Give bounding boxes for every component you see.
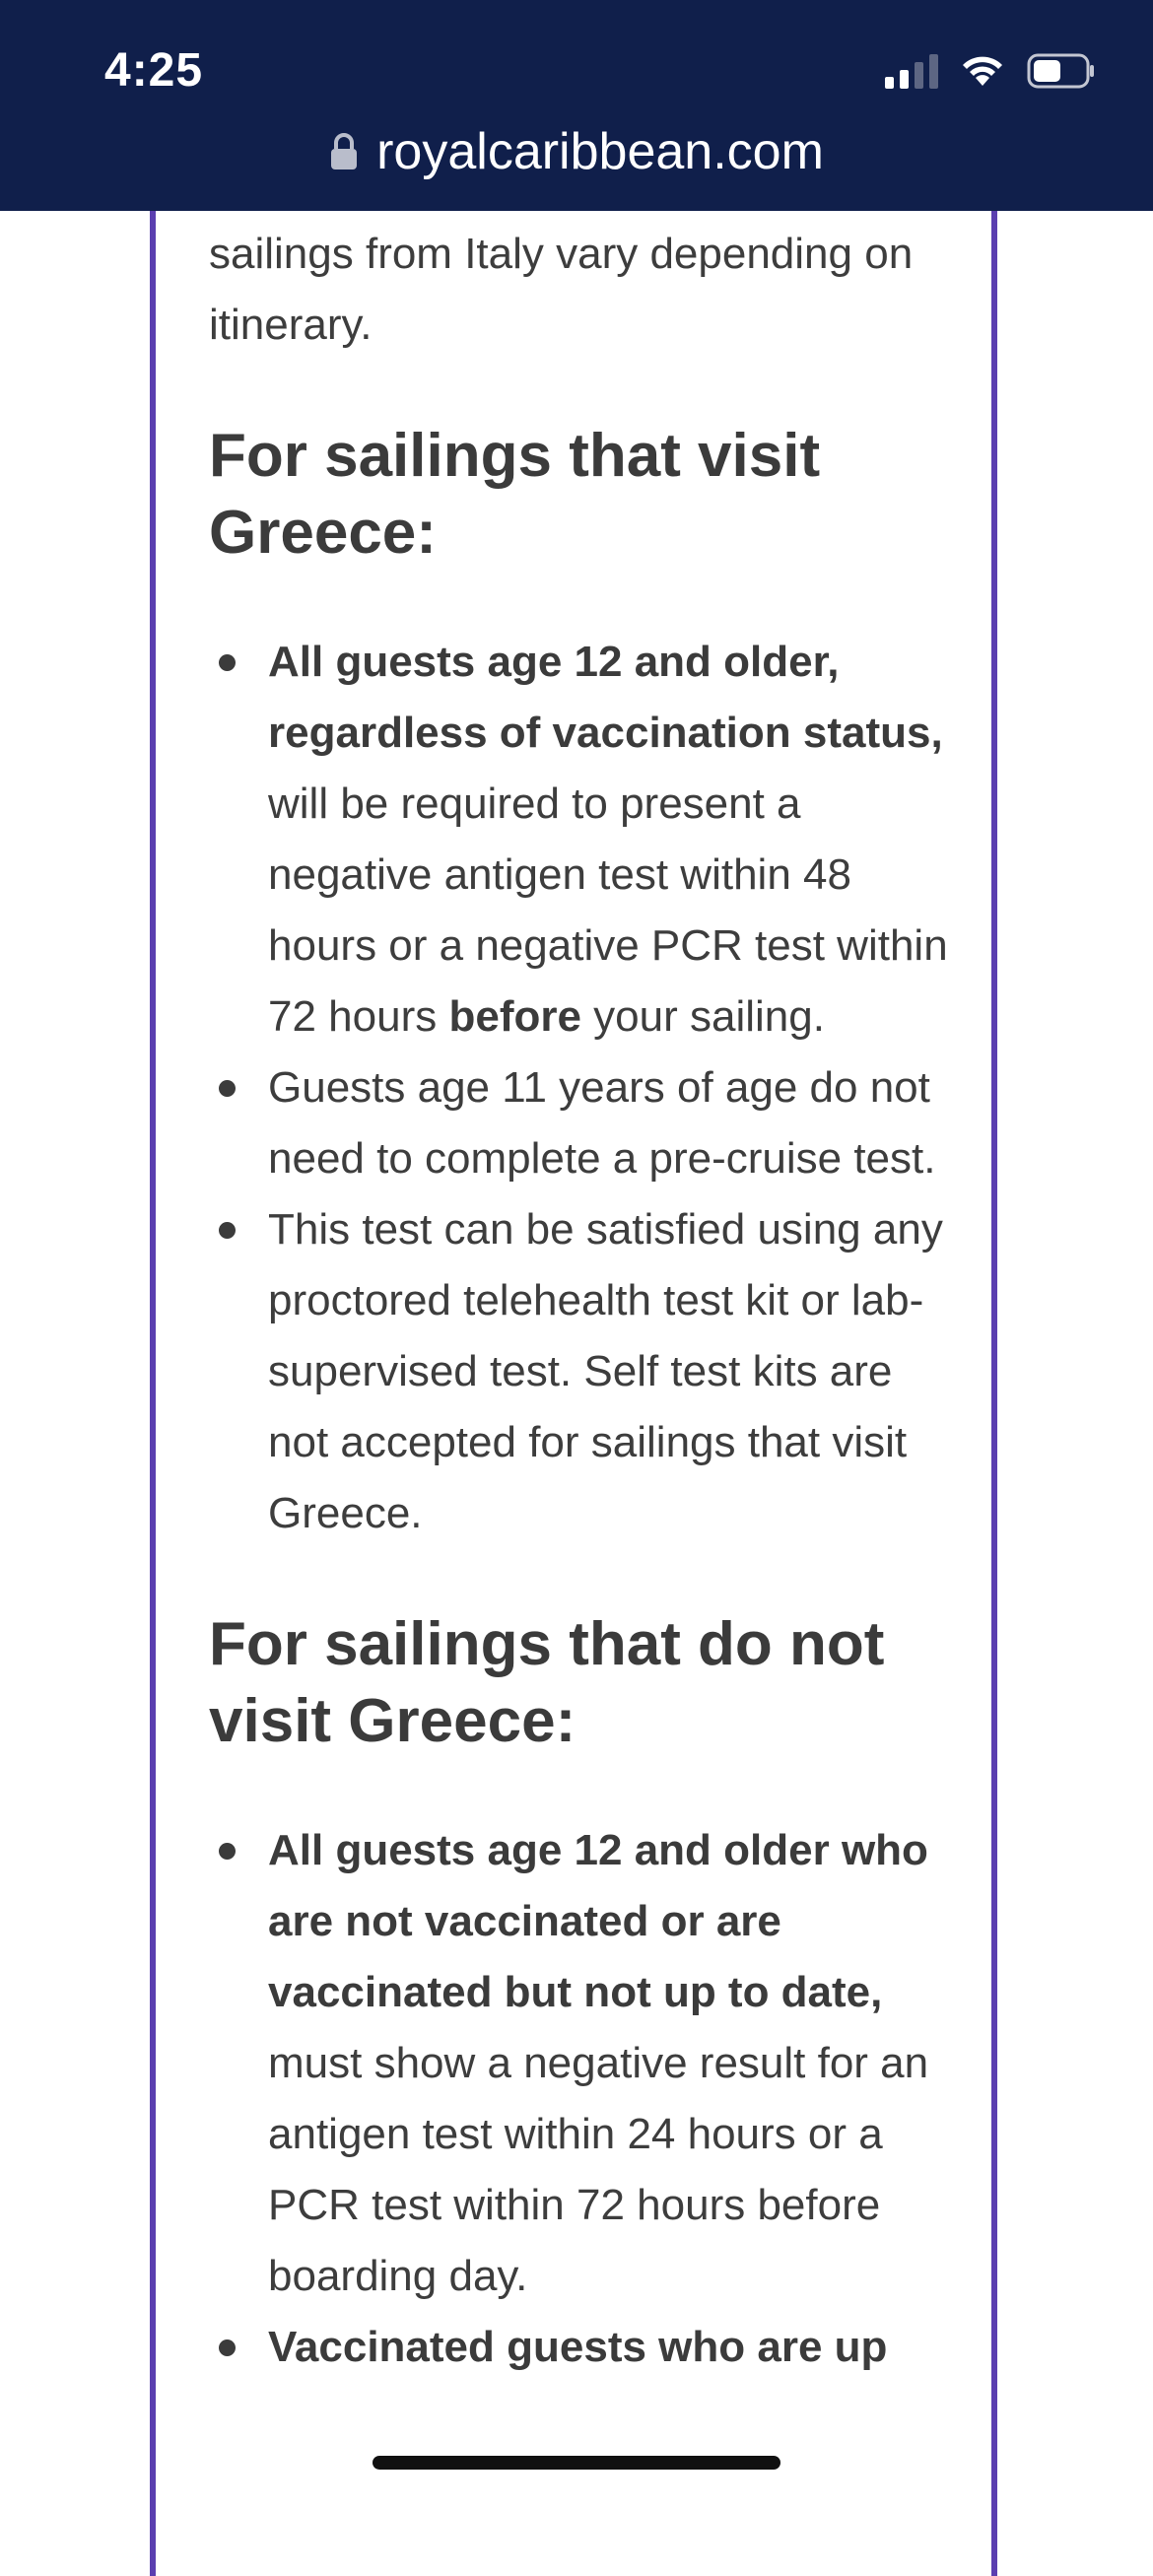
item-bold: All guests age 12 and older, regardless of vaccination status, (268, 638, 943, 757)
cellular-signal-icon (885, 53, 938, 89)
list-item (209, 1052, 958, 1194)
battery-icon (1027, 53, 1096, 89)
heading-greece: For sailings that visit Greece: (209, 422, 821, 567)
list-item (209, 1194, 958, 1549)
bullet-icon (219, 1080, 236, 1097)
item-text: This test can be satisfied using any proctored telehealth test kit or lab-supervised test. Self test kits are not accepted for sailings that visit Greece. (268, 1205, 943, 1537)
address-bar[interactable] (0, 122, 1153, 181)
bullet-icon (219, 1843, 236, 1860)
content-frame (150, 211, 997, 2576)
url-text[interactable]: royalcaribbean.com (376, 123, 824, 180)
item-bold: Vaccinated guests who are up (268, 2323, 888, 2371)
heading-not-greece: For sailings that do not visit Greece: (209, 1610, 885, 1755)
list-item (209, 2312, 958, 2383)
bullet-icon (219, 654, 236, 671)
status-time: 4:25 (104, 44, 204, 97)
wifi-icon (960, 54, 1005, 88)
item-text: will be required to present a negative antigen test within 48 hours or a negative PCR test within 72 hours (268, 780, 948, 1041)
bullet-icon (219, 2339, 236, 2356)
home-indicator[interactable] (373, 2456, 780, 2470)
browser-top-bar (0, 0, 1153, 211)
item-bold: All guests age 12 and older who are not vaccinated or are vaccinated but not up to date, (268, 1826, 928, 2016)
status-icons (885, 53, 1096, 89)
list-item (209, 627, 958, 1052)
item-text: Guests age 11 years of age do not need to complete a pre-cruise test. (268, 1063, 936, 1183)
intro-text: sailings from Italy vary depending on itinerary. (209, 230, 914, 349)
bullet-icon (219, 1222, 236, 1239)
item-bold: before (448, 992, 581, 1041)
item-text: your sailing. (580, 992, 825, 1041)
list-not-greece (209, 1815, 958, 2383)
lock-icon (329, 132, 359, 171)
item-text: must show a negative result for an antigen test within 24 hours or a PCR test within 72 hours before boarding day. (268, 2039, 929, 2300)
list-item (209, 1815, 958, 2312)
list-greece (209, 627, 958, 1549)
article-body (209, 219, 958, 2383)
